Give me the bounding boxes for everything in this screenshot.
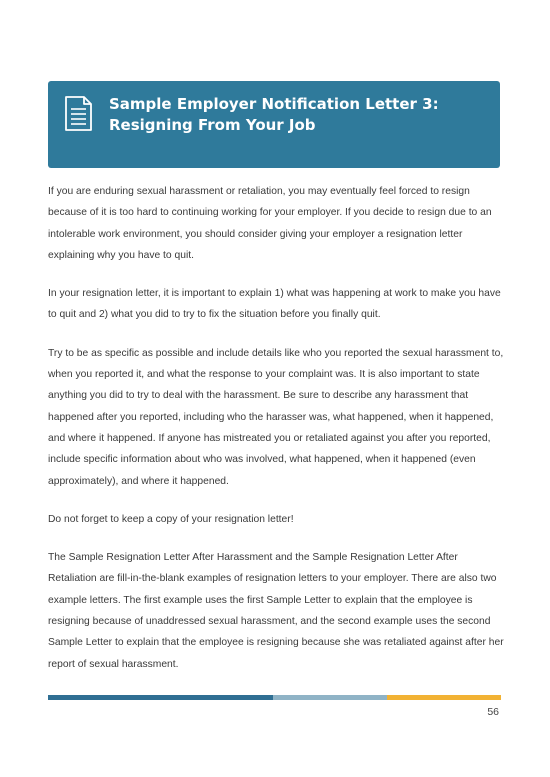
section-title-line-2: Resigning From Your Job bbox=[109, 116, 316, 134]
paragraph-what-to-explain: In your resignation letter, it is important to explain 1) what was happening at work to make you have to quit and 2) what you did to try to fix the situation before you finally quit. bbox=[48, 288, 501, 321]
footer-bar-segment-blue bbox=[48, 695, 273, 700]
paragraph-sample-letters: The Sample Resignation Letter After Harassment and the Sample Resignation Letter After Retaliation are fill-in-the-blank examples of resignation letters to your employer. There are also two example letters. The first example uses the first Sample Letter to explain that the employee is resigning because of unaddressed sexual harassment, and the second example uses the second Sample Letter to explain that the employee is resigning because she was retaliated against after her report of sexual harassment. bbox=[48, 552, 504, 670]
section-title bbox=[109, 94, 488, 136]
paragraph-keep-copy: Do not forget to keep a copy of your resignation letter! bbox=[48, 513, 294, 525]
footer-bar-segment-light-blue bbox=[273, 695, 387, 700]
footer-color-bar bbox=[48, 695, 501, 700]
paragraph-intro: If you are enduring sexual harassment or retaliation, you may eventually feel forced to resign because of it is too hard to continuing working for your employer. If you decide to resign due to an intolerable work environment, you should consider giving your employer a resignation letter explaining why you have to quit. bbox=[48, 186, 492, 261]
document-icon bbox=[63, 96, 93, 132]
body-text bbox=[48, 181, 504, 692]
paragraph-be-specific: Try to be as specific as possible and include details like who you reported the sexual harassment to, when you reported it, and what the response to your complaint was. It is also important to state anything you did to try to deal with the harassment. Be sure to describe any harassment that happened after you reported, including who the harasser was, what happened, when it happened, and where it happened. If anyone has mistreated you or retaliated against you after you reported, include specific information about who was involved, what happened, when it happened (even approximately), and where it happened. bbox=[48, 347, 504, 487]
page-number: 56 bbox=[487, 706, 499, 718]
section-header-banner bbox=[48, 81, 500, 168]
footer-bar-segment-yellow bbox=[387, 695, 501, 700]
section-title-line-1: Sample Employer Notification Letter 3: bbox=[109, 95, 439, 113]
